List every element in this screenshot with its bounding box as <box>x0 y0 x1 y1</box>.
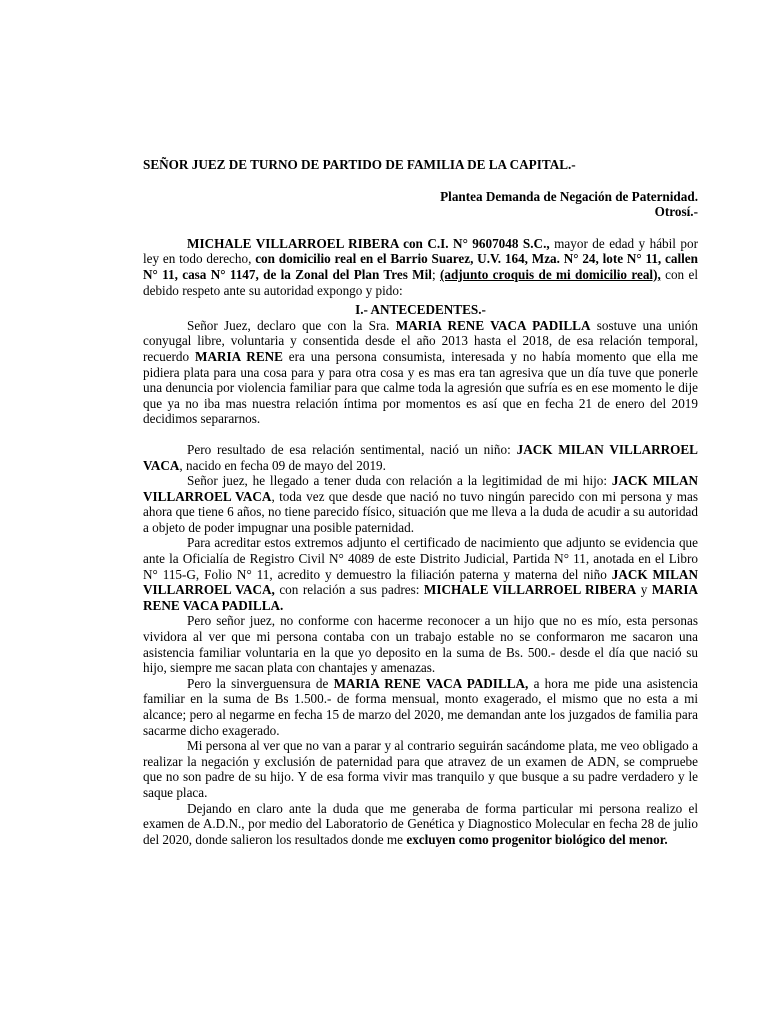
section-title: I.- ANTECEDENTES.- <box>355 302 486 318</box>
paragraph-7: Mi persona al ver que no van a parar y al contrario seguirán sacándome plata, me veo obligado a realizar la negación y exclusión de paternidad para que atravez de un examen de ADN, se compruebe que no son padre de su hijo. Y de esa forma vivir mas tranquilo y que busque a su padre verdadero y le saque placa. <box>143 738 698 800</box>
paragraph-4: Para acreditar estos extremos adjunto el certificado de nacimiento que adjunto se evidencia que ante la Oficialía de Registro Civil N° 4089 de este Distrito Judicial, Partida N° 11, anotada en el Libro N° 115-G, Folio N° 11, acredito y demuestro la filiación paterna y materna del niño JACK MILAN VILLARROEL VACA, con relación a sus padres: MICHALE VILLARROEL RIBERA y MARIA RENE VACA PADILLA. <box>143 535 698 613</box>
plaintiff-name: MICHALE VILLARROEL RIBERA con C.I. N° 9607048 S.C., <box>187 235 550 251</box>
document-body <box>143 157 698 847</box>
otrosi-label: Otrosí.- <box>654 204 698 220</box>
paragraph-3: Señor juez, he llegado a tener duda con relación a la legitimidad de mi hijo: JACK MILAN VILLARROEL VACA, toda vez que desde que nació no tuvo ningún parecido con mi persona y mas ahora que tiene 6 años, no tiene parecido físico, situación que me lleva a la duda de acudir a su autoridad a objeto de poder impugnar una posible paternidad. <box>143 473 698 535</box>
paragraph-8: Dejando en claro ante la duda que me generaba de forma particular mi persona realizo el examen de A.D.N., por medio del Laboratorio de Genética y Diagnostico Molecular en fecha 28 de julio del 2020, donde salieron los resultados donde me excluyen como progenitor biológico del menor. <box>143 800 698 847</box>
paragraph-6: Pero la sinverguensura de MARIA RENE VACA PADILLA, a hora me pide una asistencia familiar en la suma de Bs 1.500.- de forma mensual, monto exagerado, el mismo que no esta a mi alcance; pero al negarme en fecha 15 de marzo del 2020, me demandan ante los juzgados de familia para sacarme dicho exagerado. <box>143 675 699 738</box>
attached-sketch-note: (adjunto croquis de mi domicilio real), <box>439 266 661 282</box>
court-heading: SEÑOR JUEZ DE TURNO DE PARTIDO DE FAMILIA DE LA CAPITAL.- <box>143 157 576 172</box>
paragraph-2: Pero resultado de esa relación sentimental, nació un niño: JACK MILAN VILLARROEL VACA, nacido en fecha 09 de mayo del 2019. <box>143 441 698 473</box>
demand-subject: Plantea Demanda de Negación de Paternidad. <box>440 188 698 204</box>
paragraph-1: Señor Juez, declaro que con la Sra. MARIA RENE VACA PADILLA sostuve una unión conyugal libre, voluntaria y consentida desde el año 2013 hasta el 2018, de esa relación temporal, recuerdo MARIA RENE era una persona consumista, interesada y no había momento que ella me pidiera plata para una cosa para y para otra cosa y es mas era tan agresiva que un día tuve que ponerle una denuncia por violencia familiar para que calme toda la agresión que sufría es en ese momento le dije que ya no iba mas nuestra relación íntima por momentos es así que en fecha 21 de enero del 2019 decidimos separarnos. <box>143 317 698 427</box>
domicile-text: con domicilio real en el Barrio Suarez, U.V. 164, Mza. N° 24, lote N° 11, callen N° 11, casa N° 1147, de la Zonal del Plan Tres Mil <box>143 251 698 282</box>
intro-paragraph: MICHALE VILLARROEL RIBERA con C.I. N° 9607048 S.C., mayor de edad y hábil por ley en todo derecho, con domicilio real en el Barrio Suarez, U.V. 164, Mza. N° 24, lote N° 11, callen N° 11, casa N° 1147, de la Zonal del Plan Tres Mil; (adjunto croquis de mi domicilio real), con el debido respeto ante su autoridad expongo y pido: <box>143 235 699 298</box>
paragraph-5: Pero señor juez, no conforme con hacerme reconocer a un hijo que no es mío, esta personas vividora al ver que mi persona contaba con un trabajo estable no se conformaron me sacaron una asistencia familiar voluntaria en la que yo deposito en la suma de Bs. 500.- desde el día que nació su hijo, siempre me sacan plata con chantajes y amenazas. <box>143 613 698 676</box>
